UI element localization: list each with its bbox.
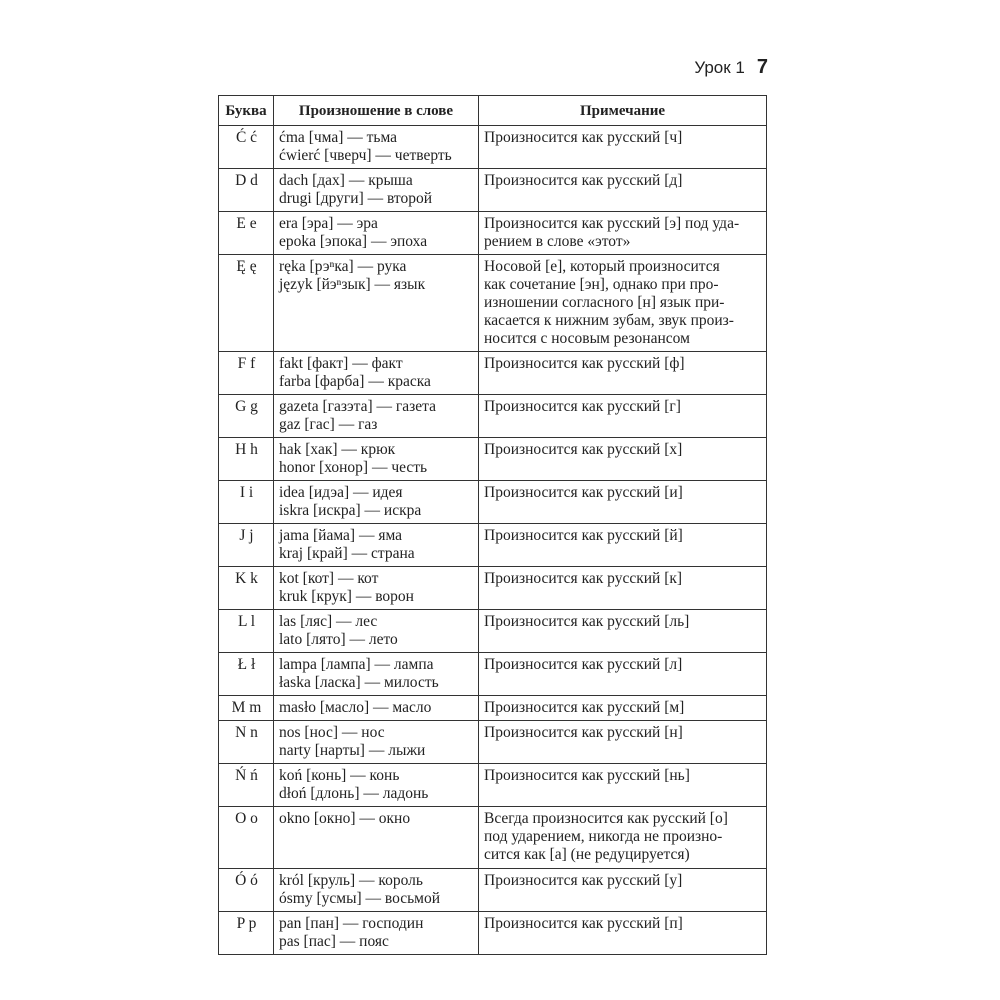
table-body — [219, 126, 767, 955]
example-line: gazeta [газэта] — газета — [279, 398, 436, 415]
pronunciation-cell — [274, 438, 479, 481]
letter-cell: E e — [219, 212, 274, 255]
note-line: Произносится как русский [й] — [484, 527, 683, 544]
pronunciation-cell — [274, 126, 479, 169]
example-line: kot [кот] — кот — [279, 570, 379, 587]
note-line: Произносится как русский [э] под уда- — [484, 215, 740, 232]
note-cell — [479, 653, 767, 696]
letter-cell: I i — [219, 481, 274, 524]
example-line: gaz [гас] — газ — [279, 416, 378, 433]
example-line: pan [пан] — господин — [279, 915, 424, 932]
table-row — [219, 212, 767, 255]
pronunciation-cell — [274, 807, 479, 869]
letter-cell: M m — [219, 696, 274, 721]
note-cell — [479, 807, 767, 869]
note-line: Всегда произносится как русский [о] — [484, 810, 728, 827]
note-line: Произносится как русский [ль] — [484, 613, 690, 630]
note-cell — [479, 352, 767, 395]
note-line: Произносится как русский [х] — [484, 441, 683, 458]
note-line: Произносится как русский [и] — [484, 484, 683, 501]
note-line: носится с носовым резонансом — [484, 330, 690, 347]
note-line: Произносится как русский [л] — [484, 656, 683, 673]
letter-cell: G g — [219, 395, 274, 438]
note-line: изношении согласного [н] язык при- — [484, 294, 725, 311]
note-cell — [479, 721, 767, 764]
letter-cell: Ł ł — [219, 653, 274, 696]
letter-cell: F f — [219, 352, 274, 395]
note-line: Произносится как русский [г] — [484, 398, 681, 415]
example-line: lato [лято] — лето — [279, 631, 398, 648]
page-header — [620, 56, 768, 84]
table-row — [219, 567, 767, 610]
note-cell — [479, 481, 767, 524]
letter-cell: Ć ć — [219, 126, 274, 169]
pronunciation-cell — [274, 212, 479, 255]
table-row — [219, 481, 767, 524]
letter-cell: D d — [219, 169, 274, 212]
note-line: как сочетание [эн], однако при про- — [484, 276, 719, 293]
table-row — [219, 438, 767, 481]
letter-cell: Ó ó — [219, 869, 274, 912]
example-line: kruk [крук] — ворон — [279, 588, 414, 605]
example-line: jama [йама] — яма — [279, 527, 403, 544]
note-line: Произносится как русский [п] — [484, 915, 683, 932]
note-cell — [479, 696, 767, 721]
page-number: 7 — [756, 56, 768, 78]
example-line: las [ляс] — лес — [279, 613, 378, 630]
example-line: król [круль] — король — [279, 872, 423, 889]
example-line: język [йэⁿзык] — язык — [279, 276, 426, 293]
table-row — [219, 869, 767, 912]
example-line: drugi [други] — второй — [279, 190, 433, 207]
note-line: Произносится как русский [нь] — [484, 767, 690, 784]
note-line: Произносится как русский [у] — [484, 872, 683, 889]
pronunciation-cell — [274, 869, 479, 912]
pronunciation-cell — [274, 912, 479, 955]
example-line: pas [пас] — пояс — [279, 933, 389, 950]
example-line: narty [нарты] — лыжи — [279, 742, 426, 759]
table-row — [219, 653, 767, 696]
table-row — [219, 126, 767, 169]
note-cell — [479, 255, 767, 352]
example-line: ćwierć [чверч] — четверть — [279, 147, 452, 164]
example-line: masło [масло] — масло — [279, 699, 432, 716]
example-line: epoka [эпока] — эпоха — [279, 233, 428, 250]
pronunciation-cell — [274, 395, 479, 438]
table-header-row — [219, 96, 767, 126]
table-row — [219, 610, 767, 653]
note-cell — [479, 438, 767, 481]
example-line: łaska [ласка] — милость — [279, 674, 439, 691]
example-line: okno [окно] — окно — [279, 810, 411, 827]
note-cell — [479, 126, 767, 169]
note-cell — [479, 567, 767, 610]
letter-cell: L l — [219, 610, 274, 653]
table-row — [219, 721, 767, 764]
pronunciation-cell — [274, 169, 479, 212]
table-row — [219, 807, 767, 869]
lesson-label: Урок 1 — [694, 58, 745, 77]
note-line: Произносится как русский [к] — [484, 570, 683, 587]
example-line: ćma [чма] — тьма — [279, 129, 398, 146]
example-line: koń [конь] — конь — [279, 767, 400, 784]
letter-cell: K k — [219, 567, 274, 610]
example-line: dłoń [длонь] — ладонь — [279, 785, 429, 802]
note-cell — [479, 524, 767, 567]
note-cell — [479, 395, 767, 438]
note-cell — [479, 169, 767, 212]
note-line: Носовой [е], который произносится — [484, 258, 720, 275]
note-line: под ударением, никогда не произно- — [484, 828, 723, 845]
letter-cell: P p — [219, 912, 274, 955]
note-line: Произносится как русский [д] — [484, 172, 683, 189]
example-line: idea [идэа] — идея — [279, 484, 403, 501]
note-line: Произносится как русский [м] — [484, 699, 685, 716]
letter-cell: J j — [219, 524, 274, 567]
pronunciation-cell — [274, 696, 479, 721]
example-line: lampa [лампа] — лампа — [279, 656, 434, 673]
pronunciation-table — [218, 95, 767, 955]
example-line: era [эра] — эра — [279, 215, 378, 232]
column-header-letter: Буква — [219, 96, 274, 126]
note-line: Произносится как русский [ф] — [484, 355, 685, 372]
table-row — [219, 352, 767, 395]
example-line: kraj [край] — страна — [279, 545, 415, 562]
letter-cell: O o — [219, 807, 274, 869]
pronunciation-cell — [274, 352, 479, 395]
example-line: iskra [искра] — искра — [279, 502, 422, 519]
pronunciation-cell — [274, 653, 479, 696]
example-line: fakt [факт] — факт — [279, 355, 403, 372]
note-line: касается к нижним зубам, звук произ- — [484, 312, 734, 329]
column-header-note: Примечание — [479, 96, 767, 126]
note-cell — [479, 610, 767, 653]
pronunciation-cell — [274, 764, 479, 807]
note-cell — [479, 869, 767, 912]
example-line: honor [хонор] — честь — [279, 459, 428, 476]
note-line: Произносится как русский [ч] — [484, 129, 683, 146]
pronunciation-cell — [274, 524, 479, 567]
example-line: dach [дах] — крыша — [279, 172, 413, 189]
pronunciation-cell — [274, 610, 479, 653]
table-row — [219, 395, 767, 438]
column-header-pronunciation: Произношение в слове — [274, 96, 479, 126]
table-row — [219, 255, 767, 352]
example-line: ręka [рэⁿка] — рука — [279, 258, 407, 275]
pronunciation-cell — [274, 567, 479, 610]
note-cell — [479, 764, 767, 807]
pronunciation-cell — [274, 481, 479, 524]
letter-cell: H h — [219, 438, 274, 481]
example-line: hak [хак] — крюк — [279, 441, 396, 458]
note-line: рением в слове «этот» — [484, 233, 631, 250]
table-row — [219, 169, 767, 212]
example-line: farba [фарба] — краска — [279, 373, 431, 390]
note-cell — [479, 212, 767, 255]
example-line: nos [нос] — нос — [279, 724, 385, 741]
note-line: сится как [а] (не редуцируется) — [484, 846, 690, 863]
pronunciation-cell — [274, 255, 479, 352]
pronunciation-cell — [274, 721, 479, 764]
table-row — [219, 912, 767, 955]
note-line: Произносится как русский [н] — [484, 724, 683, 741]
note-cell — [479, 912, 767, 955]
table-row — [219, 696, 767, 721]
letter-cell: Ń ń — [219, 764, 274, 807]
table-row — [219, 764, 767, 807]
letter-cell: Ę ę — [219, 255, 274, 352]
table-row — [219, 524, 767, 567]
example-line: ósmy [усмы] — восьмой — [279, 890, 441, 907]
letter-cell: N n — [219, 721, 274, 764]
